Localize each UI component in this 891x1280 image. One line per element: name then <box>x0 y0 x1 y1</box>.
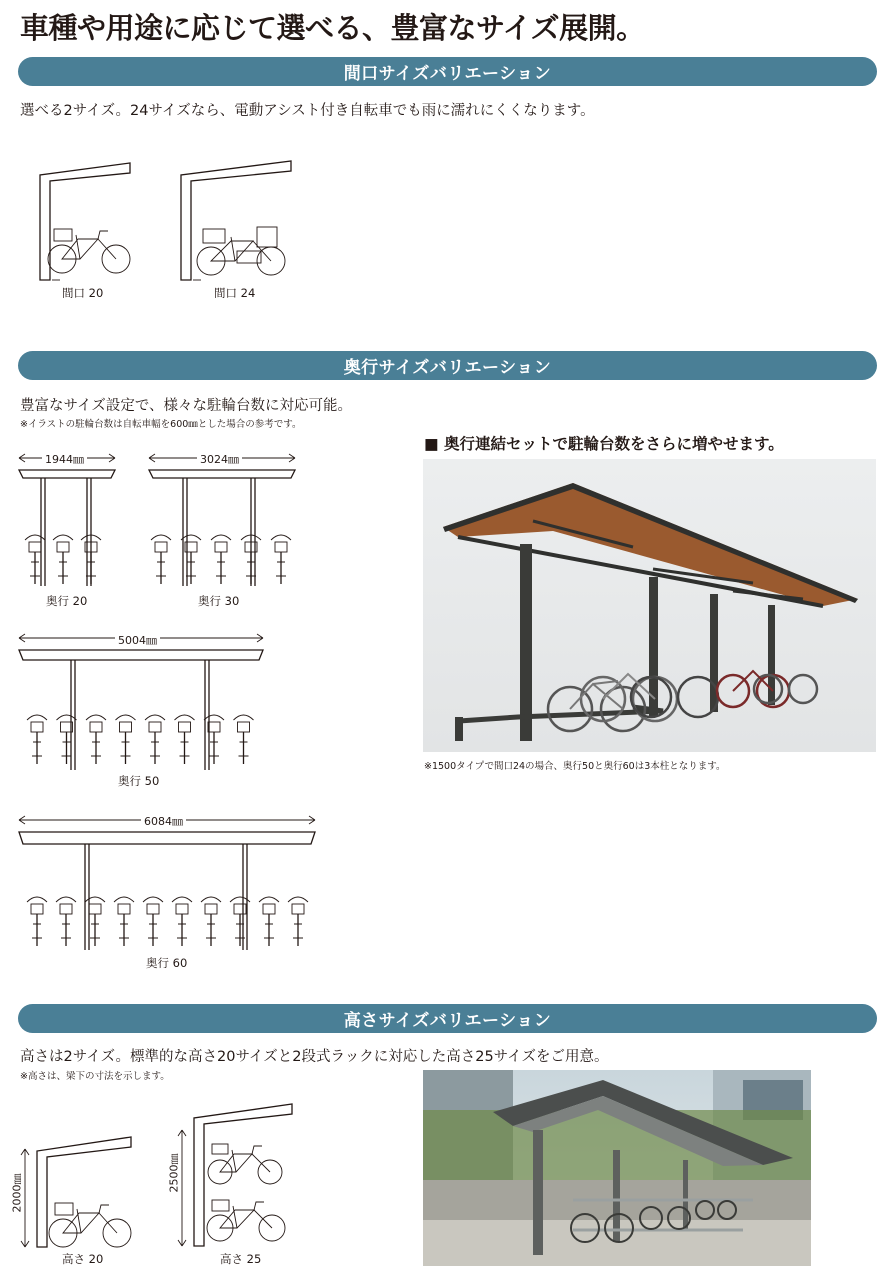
parked-bike <box>234 715 254 764</box>
parked-bike <box>143 897 163 946</box>
parked-bike <box>27 715 47 764</box>
frontage-24-label: 間口 24 <box>214 286 256 300</box>
parked-bike <box>172 897 192 946</box>
parked-bike <box>85 897 105 946</box>
parked-bike <box>27 897 47 946</box>
height-25-label: 高さ 25 <box>220 1252 262 1266</box>
parked-bike <box>145 715 165 764</box>
height-20-illustration <box>15 1125 140 1250</box>
height-description: 高さは2サイズ。標準的な高さ20サイズと2段式ラックに対応した高さ25サイズをご用意。 <box>20 1049 609 1065</box>
height-note: ※高さは、梁下の寸法を示します。 <box>20 1071 170 1082</box>
depth-60-label: 奥行 60 <box>146 956 188 970</box>
frontage-20-label: 間口 20 <box>62 286 104 300</box>
height-25-dimension: 2500㎜ <box>167 1153 181 1193</box>
depth-60-dimension: 6084㎜ <box>141 813 186 829</box>
depth-50-dimension: 5004㎜ <box>115 632 160 648</box>
depth-50-label: 奥行 50 <box>118 774 160 788</box>
parked-bike <box>288 897 308 946</box>
depth-20-illustration <box>15 450 120 590</box>
depth-heading: 奥行サイズバリエーション <box>18 351 877 380</box>
depth-description: 豊富なサイズ設定で、様々な駐輪台数に対応可能。 <box>20 398 353 414</box>
parked-bike <box>116 715 136 764</box>
parked-bike <box>211 535 231 584</box>
parked-bike <box>81 535 101 584</box>
depth-20-label: 奥行 20 <box>46 594 88 608</box>
frontage-heading: 間口サイズバリエーション <box>18 57 877 86</box>
height-photo <box>423 1070 811 1266</box>
parked-bike <box>175 715 195 764</box>
frontage-20-illustration <box>30 155 140 285</box>
frontage-description: 選べる2サイズ。24サイズなら、電動アシスト付き自転車でも雨に濡れにくくなります。 <box>20 103 595 119</box>
depth-photo-note: ※1500タイプで間口24の場合、奥行50と奥行60は3本柱となります。 <box>424 761 726 772</box>
depth-connected-photo <box>423 459 876 752</box>
depth-30-illustration <box>145 450 300 590</box>
page-title: 車種や用途に応じて選べる、豊富なサイズ展開。 <box>20 11 645 45</box>
depth-30-label: 奥行 30 <box>198 594 240 608</box>
parked-bike <box>56 897 76 946</box>
depth-30-dimension: 3024㎜ <box>197 451 242 467</box>
parked-bike <box>259 897 279 946</box>
depth-photo-heading: ■ 奥行連結セットで駐輪台数をさらに増やせます。 <box>424 435 784 453</box>
parked-bike <box>271 535 291 584</box>
parked-bike <box>86 715 106 764</box>
parked-bike <box>204 715 224 764</box>
parked-bike <box>181 535 201 584</box>
height-20-label: 高さ 20 <box>62 1252 104 1266</box>
depth-60-illustration <box>15 812 320 952</box>
parked-bike <box>57 715 77 764</box>
depth-50-illustration <box>15 630 270 772</box>
parked-bike <box>25 535 45 584</box>
height-20-dimension: 2000㎜ <box>10 1173 24 1213</box>
frontage-24-illustration <box>175 155 295 285</box>
parked-bike <box>201 897 221 946</box>
parked-bike <box>151 535 171 584</box>
height-heading: 高さサイズバリエーション <box>18 1004 877 1033</box>
parked-bike <box>53 535 73 584</box>
parked-bike <box>114 897 134 946</box>
parked-bike <box>241 535 261 584</box>
depth-note: ※イラストの駐輪台数は自転車幅を600㎜とした場合の参考です。 <box>20 419 302 430</box>
depth-20-dimension: 1944㎜ <box>42 451 87 467</box>
height-25-illustration <box>170 1100 295 1250</box>
